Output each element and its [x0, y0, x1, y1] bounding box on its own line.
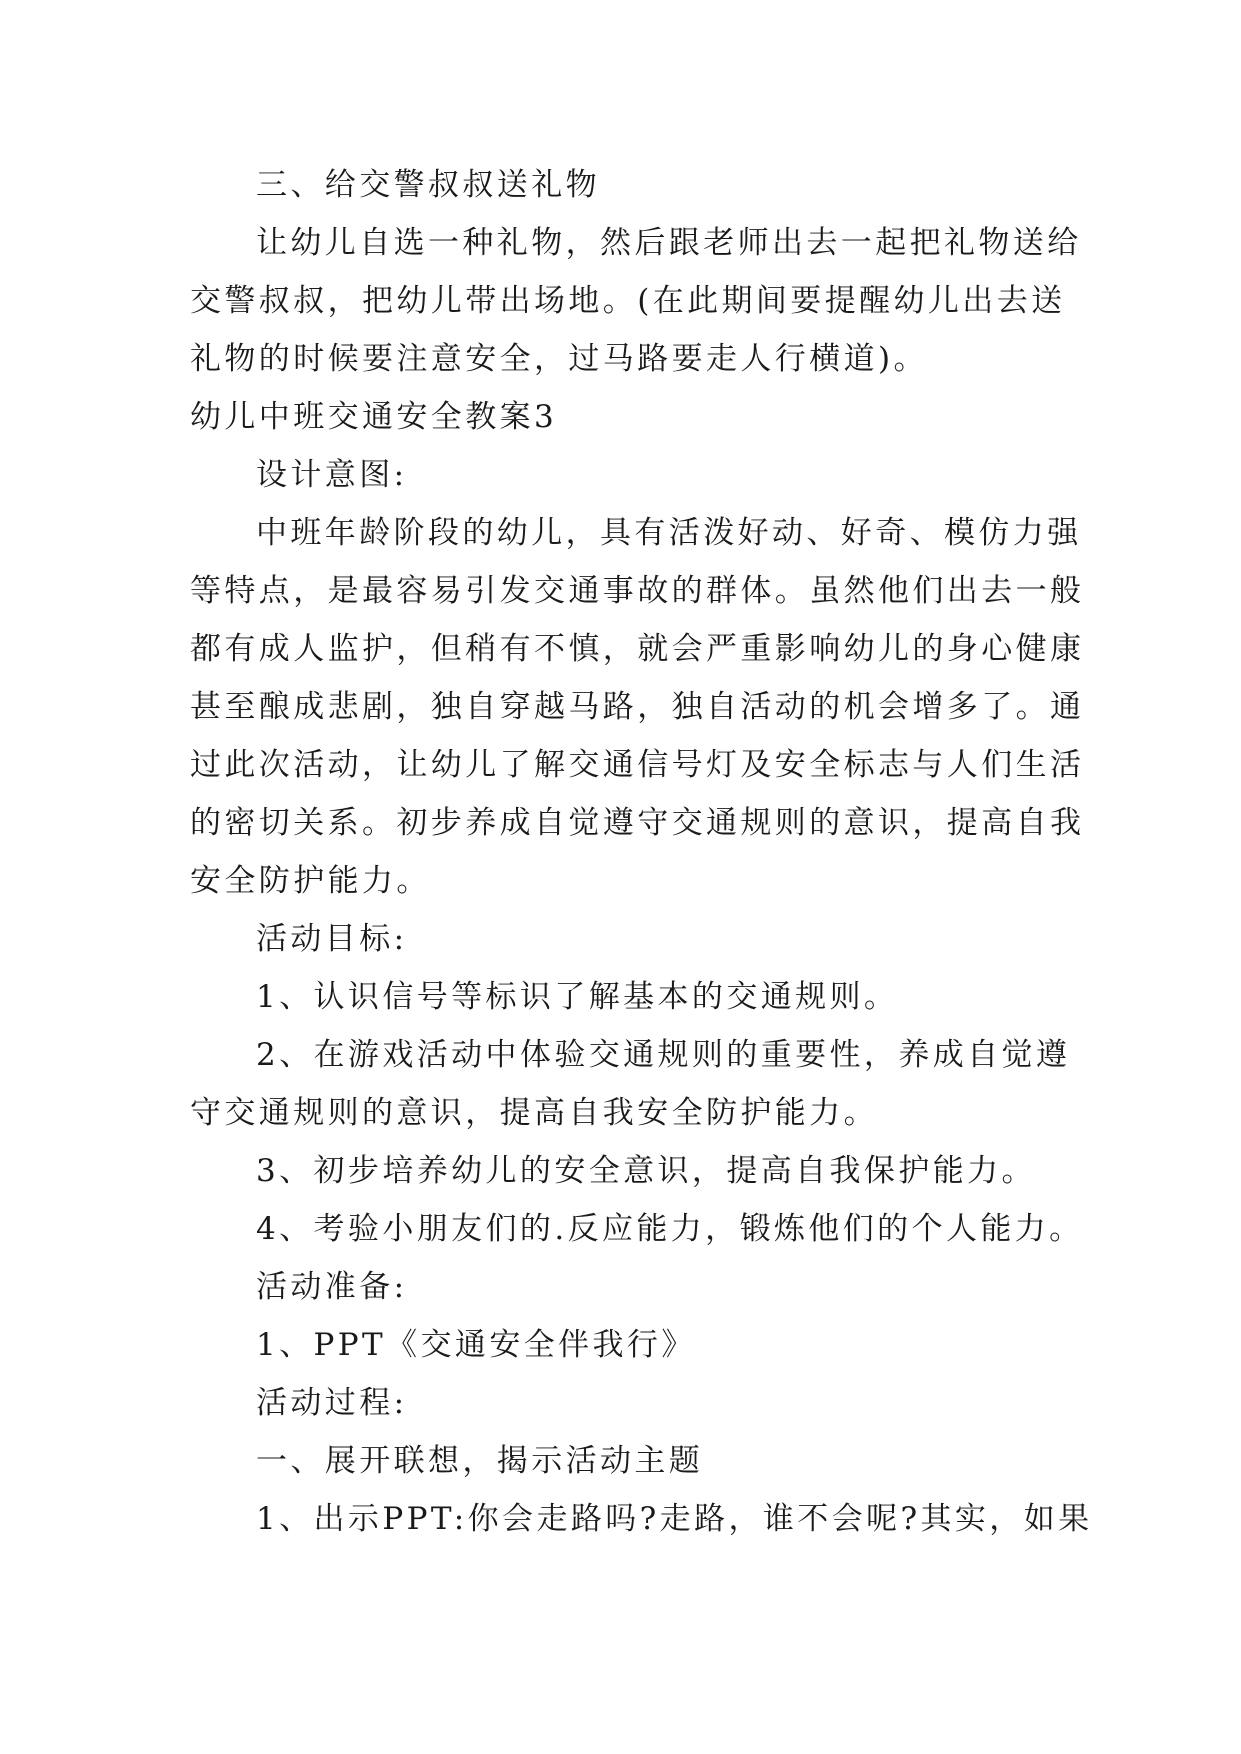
- section-heading-gift: 三、给交警叔叔送礼物: [256, 167, 600, 203]
- paragraph-line: 过此次活动，让幼儿了解交通信号灯及安全标志与人们生活: [190, 747, 1085, 783]
- paragraph-line: 守交通规则的意识，提高自我安全防护能力。: [190, 1095, 878, 1131]
- lesson-plan-title: 幼儿中班交通安全教案3: [190, 399, 558, 435]
- paragraph-line: 都有成人监护，但稍有不慎，就会严重影响幼儿的身心健康: [190, 631, 1085, 667]
- paragraph-line: 中班年龄阶段的幼儿，具有活泼好动、好奇、模仿力强: [256, 515, 1082, 551]
- section-heading-goals: 活动目标:: [256, 921, 408, 957]
- preparation-item: 1、PPT《交通安全伴我行》: [256, 1327, 696, 1363]
- goal-item: 1、认识信号等标识了解基本的交通规则。: [256, 979, 899, 1015]
- paragraph-line: 礼物的时候要注意安全，过马路要走人行横道)。: [190, 341, 928, 377]
- paragraph-line: 让幼儿自选一种礼物，然后跟老师出去一起把礼物送给: [256, 225, 1082, 261]
- paragraph-line: 等特点，是最容易引发交通事故的群体。虽然他们出去一般: [190, 573, 1085, 609]
- process-step-heading: 一、展开联想，揭示活动主题: [256, 1443, 704, 1479]
- paragraph-line: 交警叔叔，把幼儿带出场地。(在此期间要提醒幼儿出去送: [190, 283, 1066, 319]
- process-item: 1、出示PPT:你会走路吗?走路，谁不会呢?其实，如果: [256, 1501, 1093, 1537]
- goal-item: 2、在游戏活动中体验交通规则的重要性，养成自觉遵: [256, 1037, 1071, 1073]
- section-heading-design-intent: 设计意图:: [256, 457, 408, 493]
- section-heading-process: 活动过程:: [256, 1385, 408, 1421]
- goal-item: 4、考验小朋友们的.反应能力，锻炼他们的个人能力。: [256, 1211, 1084, 1247]
- paragraph-line: 甚至酿成悲剧，独自穿越马路，独自活动的机会增多了。通: [190, 689, 1085, 725]
- goal-item: 3、初步培养幼儿的安全意识，提高自我保护能力。: [256, 1153, 1036, 1189]
- section-heading-preparation: 活动准备:: [256, 1269, 408, 1305]
- paragraph-line: 安全防护能力。: [190, 863, 431, 899]
- paragraph-line: 的密切关系。初步养成自觉遵守交通规则的意识，提高自我: [190, 805, 1085, 841]
